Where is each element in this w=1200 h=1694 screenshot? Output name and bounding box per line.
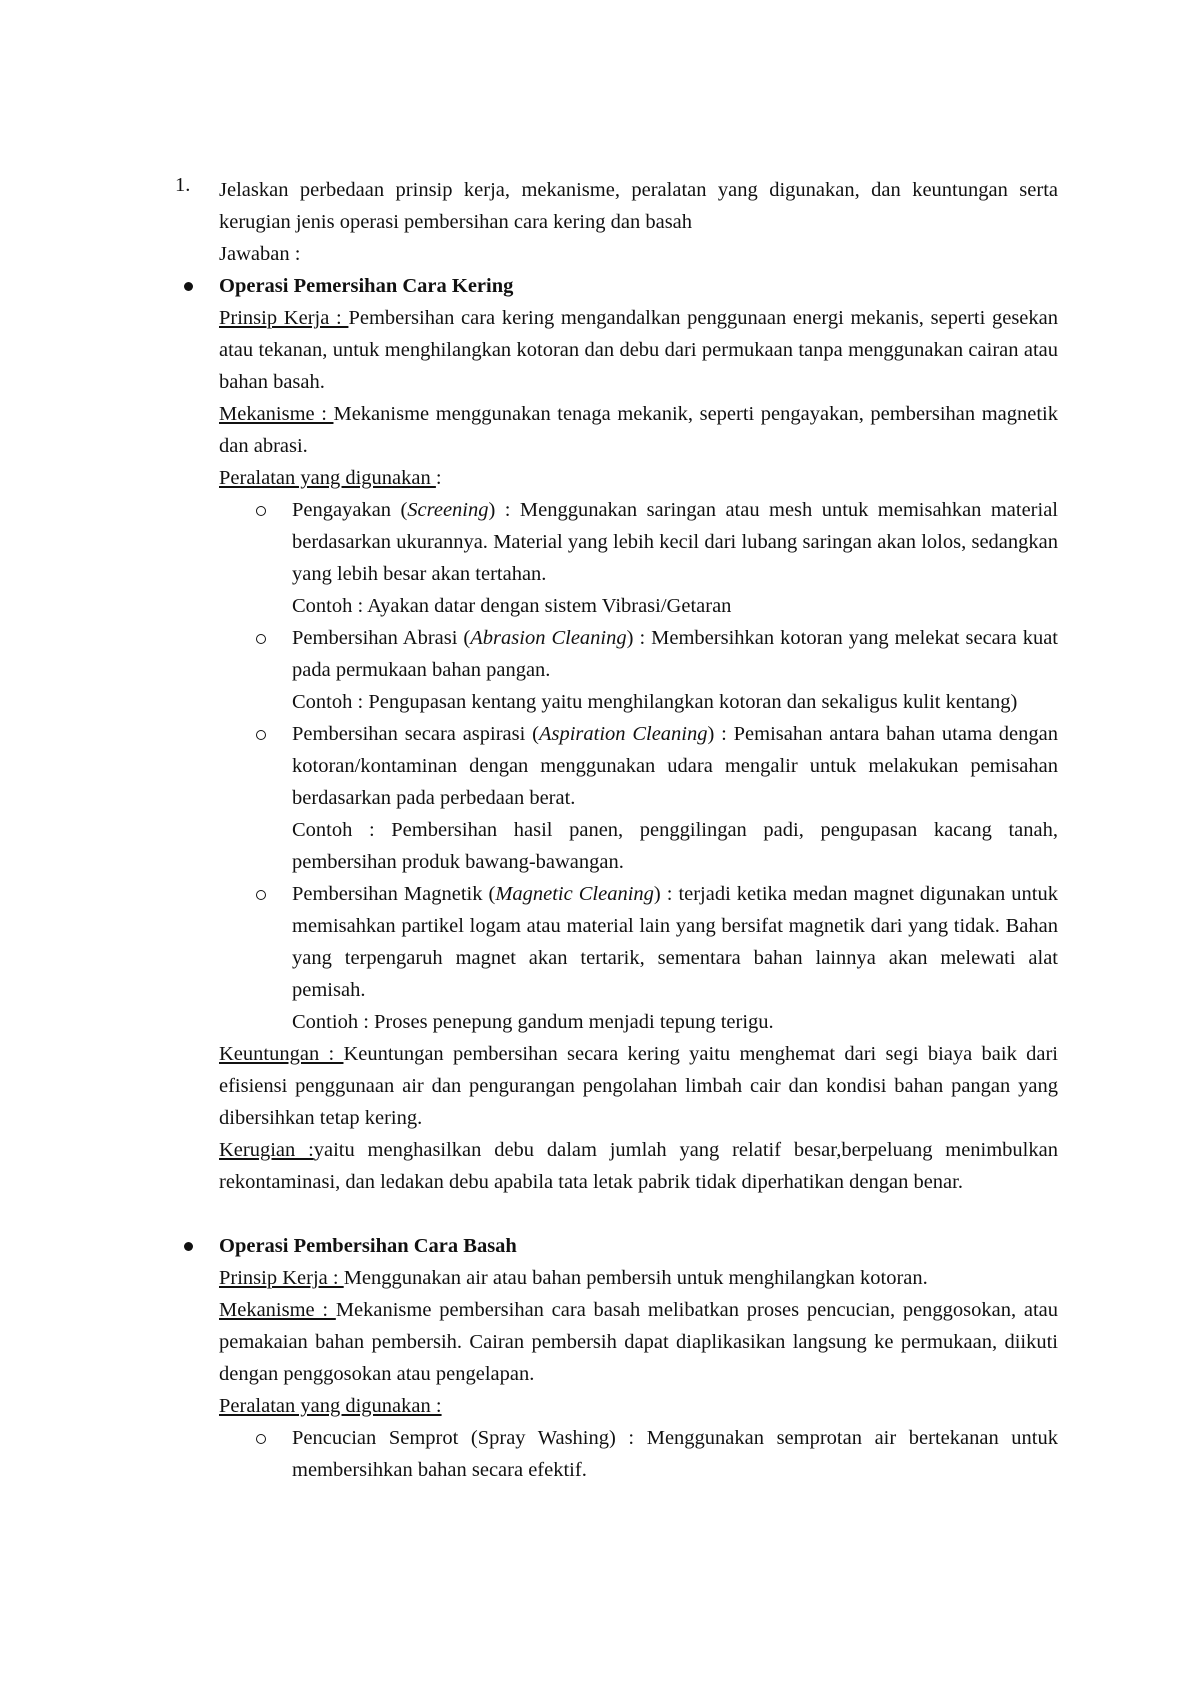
spacer [175,1198,1058,1230]
equipment-desc [292,622,1058,686]
section-dry-cleaning [175,270,1058,494]
equipment-item-magnetic [175,878,1058,1038]
equipment-item-aspiration [175,718,1058,878]
circle-bullet-icon [256,506,266,516]
equipment-desc: Pencucian Semprot (Spray Washing) : Menggunakan semprotan air bertekanan untuk membersihkan bahan secara efektif. [292,1427,1058,1481]
wet-mechanism-label: Mekanisme : [219,1299,336,1321]
circle-bullet-icon [256,1434,266,1444]
equipment-desc [292,878,1058,1006]
dry-pros-cons [175,1038,1058,1198]
equipment-term: Abrasion Cleaning [470,627,627,649]
equipment-text: ) : terjadi ketika medan magnet digunakan untuk memisahkan partikel logam atau material lain yang bersifat magnetik dari yang tidak. Bahan yang terpengaruh magnet akan tertarik, sementara bahan lainnya akan melewati alat pemisah. [292,883,1058,1001]
wet-mechanism-text: Mekanisme pembersihan cara basah melibatkan proses pencucian, penggosokan, atau pemakaian bahan pembersih. Cairan pembersih dapat diaplikasikan langsung ke permukaan, diikuti dengan penggosokan atau pengelapan. [219,1299,1058,1385]
equipment-term: Aspiration Cleaning [538,723,708,745]
section-heading-wet: Operasi Pembersihan Cara Basah [219,1235,517,1257]
equipment-item-screening [175,494,1058,622]
circle-bullet-icon [256,634,266,644]
equipment-example: Contoh : Pembersihan hasil panen, penggilingan padi, pengupasan kacang tanah, pembersihan produk bawang-bawangan. [292,819,1058,873]
equipment-name: Pembersihan Magnetik ( [292,883,496,905]
dry-mechanism [219,398,1058,462]
equipment-example: Contioh : Proses penepung gandum menjadi tepung terigu. [292,1011,774,1033]
document-body [175,174,1058,1486]
equipment-text: ) : Pemisahan antara bahan utama dengan kotoran/kontaminan dengan menggunakan udara mengalir untuk melakukan pemisahan berdasarkan pada perbedaan berat. [292,723,1058,809]
dry-mechanism-label: Mekanisme : [219,403,334,425]
dry-mechanism-text: Mekanisme menggunakan tenaga mekanik, seperti pengayakan, pembersihan magnetik dan abrasi. [219,403,1058,457]
wet-principle-label: Prinsip Kerja : [219,1267,344,1289]
equipment-name: Pembersihan secara aspirasi ( [292,723,539,745]
wet-mechanism [219,1294,1058,1390]
bullet-icon [184,282,193,291]
equipment-text: ) : Membersihkan kotoran yang melekat secara kuat pada permukaan bahan pangan. [292,627,1058,681]
section-wet-cleaning [175,1230,1058,1422]
circle-bullet-icon [256,890,266,900]
answer-label: Jawaban : [219,243,301,265]
dry-principle-label: Prinsip Kerja : [219,307,349,329]
dry-advantage-label: Keuntungan : [219,1043,344,1065]
section-heading-dry: Operasi Pemersihan Cara Kering [219,275,514,297]
wet-principle [219,1262,1058,1294]
dry-disadvantage-label: Kerugian : [219,1139,314,1161]
dry-equipment-colon: : [435,467,442,489]
equipment-example: Contoh : Pengupasan kentang yaitu menghilangkan kotoran dan sekaligus kulit kentang) [292,691,1018,713]
dry-equipment-label: Peralatan yang digunakan [219,467,436,489]
equipment-item-abrasion [175,622,1058,718]
bullet-icon [184,1242,193,1251]
question-number: 1. [175,174,191,196]
equipment-text: ) : Menggunakan saringan atau mesh untuk memisahkan material berdasarkan ukurannya. Material yang lebih kecil dari lubang saringan akan lolos, sedangkan yang lebih besar akan tertahan. [292,499,1058,585]
dry-advantage-text: Keuntungan pembersihan secara kering yaitu menghemat dari segi biaya baik dari efisiensi penggunaan air dan pengurangan pengolahan limbah cair dan kondisi bahan pangan yang dibersihkan tetap kering. [219,1043,1058,1129]
wet-principle-text: Menggunakan air atau bahan pembersih untuk menghilangkan kotoran. [343,1267,928,1289]
equipment-term: Screening [407,499,489,521]
dry-advantage [219,1038,1058,1134]
wet-equipment-heading [219,1390,1058,1422]
dry-disadvantage [219,1134,1058,1198]
equipment-item-spray-washing [175,1422,1058,1486]
equipment-term: Magnetic Cleaning [495,883,654,905]
equipment-example: Contoh : Ayakan datar dengan sistem Vibrasi/Getaran [292,595,732,617]
dry-equipment-heading [219,462,1058,494]
equipment-desc [292,718,1058,814]
dry-principle-text: Pembersihan cara kering mengandalkan penggunaan energi mekanis, seperti gesekan atau tekanan, untuk menghilangkan kotoran dan debu dari permukaan tanpa menggunakan cairan atau bahan basah. [219,307,1058,393]
circle-bullet-icon [256,730,266,740]
wet-equipment-label: Peralatan yang digunakan : [219,1395,442,1417]
equipment-desc [292,494,1058,590]
equipment-name: Pembersihan Abrasi ( [292,627,471,649]
equipment-name: Pengayakan ( [292,499,408,521]
dry-principle [219,302,1058,398]
question-item [175,174,1058,270]
question-text: Jelaskan perbedaan prinsip kerja, mekanisme, peralatan yang digunakan, dan keuntungan serta kerugian jenis operasi pembersihan cara kering dan basah [219,179,1058,233]
dry-disadvantage-text: yaitu menghasilkan debu dalam jumlah yang relatif besar,berpeluang menimbulkan rekontaminasi, dan ledakan debu apabila tata letak pabrik tidak diperhatikan dengan benar. [219,1139,1058,1193]
